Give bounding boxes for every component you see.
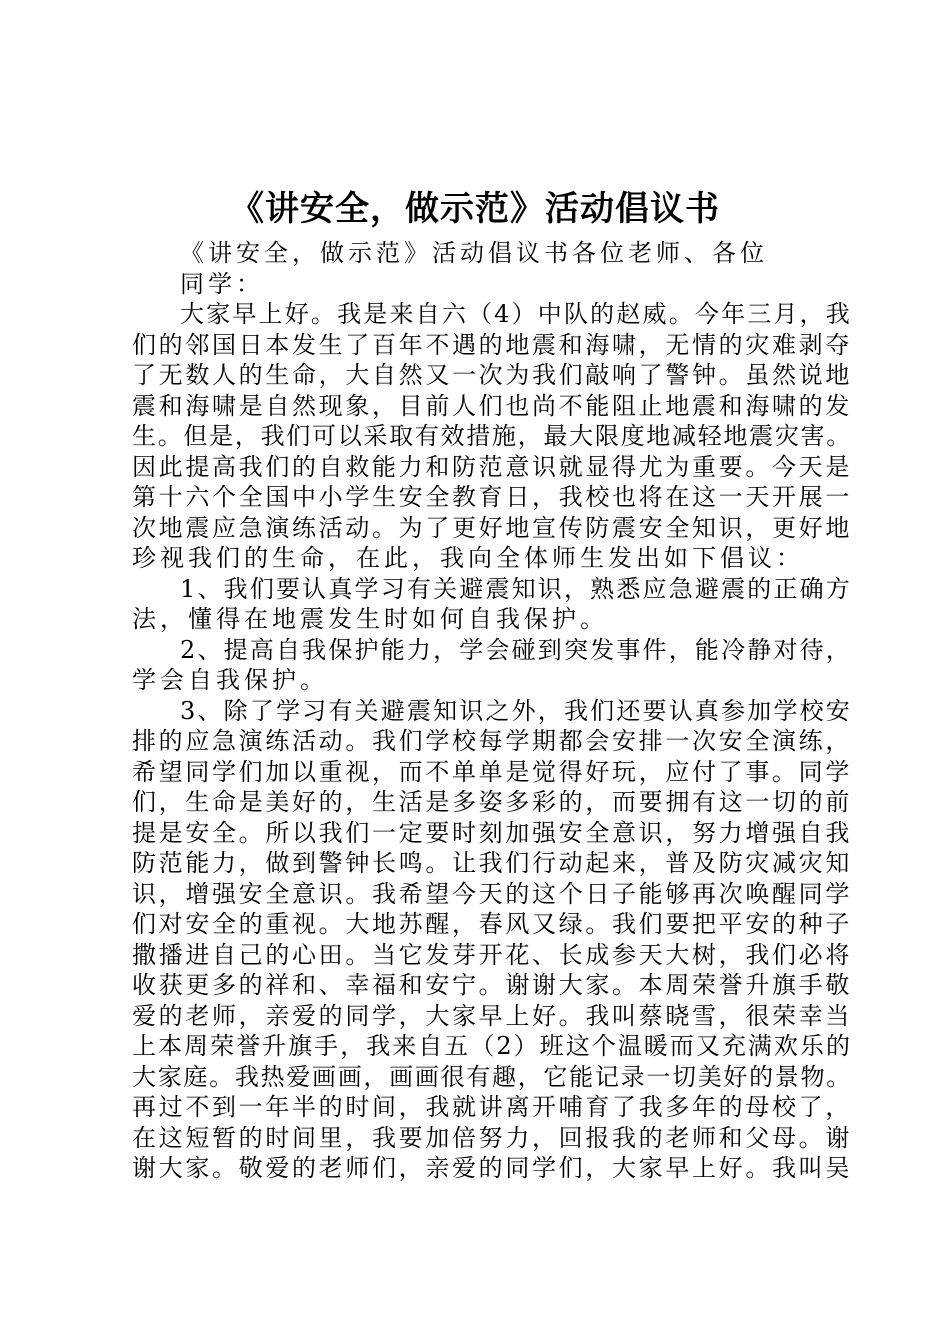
text-line: 提是安全。所以我们一定要时刻加强安全意识，努力增强自我 — [132, 818, 852, 847]
text-line: 大家庭。我热爱画画，画画很有趣，它能记录一切美好的景物。 — [132, 1062, 852, 1091]
text-line: 震和海啸是自然现象，目前人们也尚不能阻止地震和海啸的发 — [132, 391, 852, 420]
text-line: 了无数人的生命，大自然又一次为我们敲响了警钟。虽然说地 — [132, 361, 852, 389]
text-line: 大家早上好。我是来自六（4）中队的赵威。今年三月，我 — [180, 300, 852, 328]
text-line: 2、提高自我保护能力，学会碰到突发事件，能冷静对待， — [180, 635, 852, 664]
text-line: 第十六个全国中小学生安全教育日，我校也将在这一天开展一 — [132, 483, 852, 511]
text-line: 次地震应急演练活动。为了更好地宣传防震安全知识，更好地 — [132, 513, 852, 542]
text-line: 在这短暂的时间里，我要加倍努力，回报我的老师和父母。谢 — [132, 1123, 852, 1152]
text-line: 谢大家。敬爱的老师们，亲爱的同学们，大家早上好。我叫吴 — [132, 1154, 852, 1182]
text-line: 识，增强安全意识。我希望今天的这个日子能够再次唤醒同学 — [132, 879, 852, 908]
text-line: 学会自我保护。 — [132, 666, 328, 694]
text-line: 们，生命是美好的，生活是多姿多彩的，而要拥有这一切的前 — [132, 788, 852, 816]
text-line: 1、我们要认真学习有关避震知识，熟悉应急避震的正确方 — [180, 574, 852, 603]
text-line: 珍视我们的生命，在此，我向全体师生发出如下倡议： — [132, 544, 804, 572]
text-line: 因此提高我们的自救能力和防范意识就显得尤为重要。今天是 — [132, 452, 852, 481]
text-line: 生。但是，我们可以采取有效措施，最大限度地减轻地震灾害。 — [132, 422, 852, 450]
text-line: 防范能力，做到警钟长鸣。让我们行动起来，普及防灾减灾知 — [132, 849, 852, 877]
text-line: 同学： — [180, 269, 264, 298]
text-line: 上本周荣誉升旗手，我来自五（2）班这个温暖而又充满欢乐的 — [132, 1032, 852, 1060]
text-line: 希望同学们加以重视，而不单单是觉得好玩，应付了事。同学 — [132, 757, 852, 786]
text-line: 们的邻国日本发生了百年不遇的地震和海啸，无情的灾难剥夺 — [132, 330, 852, 359]
document-body — [132, 238, 852, 1184]
text-line: 《讲安全，做示范》活动倡议书各位老师、各位 — [180, 239, 768, 267]
text-line: 法，懂得在地震发生时如何自我保护。 — [132, 605, 608, 633]
text-line: 3、除了学习有关避震知识之外，我们还要认真参加学校安 — [180, 696, 852, 725]
document-title: 《讲安全，做示范》活动倡议书 — [230, 189, 720, 229]
text-line: 撒播进自己的心田。当它发芽开花、长成参天大树，我们必将 — [132, 940, 852, 969]
text-line: 爱的老师，亲爱的同学，大家早上好。我叫蔡晓雪，很荣幸当 — [132, 1001, 852, 1030]
text-line: 再过不到一年半的时间，我就讲离开哺育了我多年的母校了， — [132, 1093, 852, 1121]
text-line: 排的应急演练活动。我们学校每学期都会安排一次安全演练， — [132, 727, 852, 755]
text-line: 收获更多的祥和、幸福和安宁。谢谢大家。本周荣誉升旗手敬 — [132, 971, 852, 999]
text-line: 们对安全的重视。大地苏醒，春风又绿。我们要把平安的种子 — [132, 910, 852, 938]
